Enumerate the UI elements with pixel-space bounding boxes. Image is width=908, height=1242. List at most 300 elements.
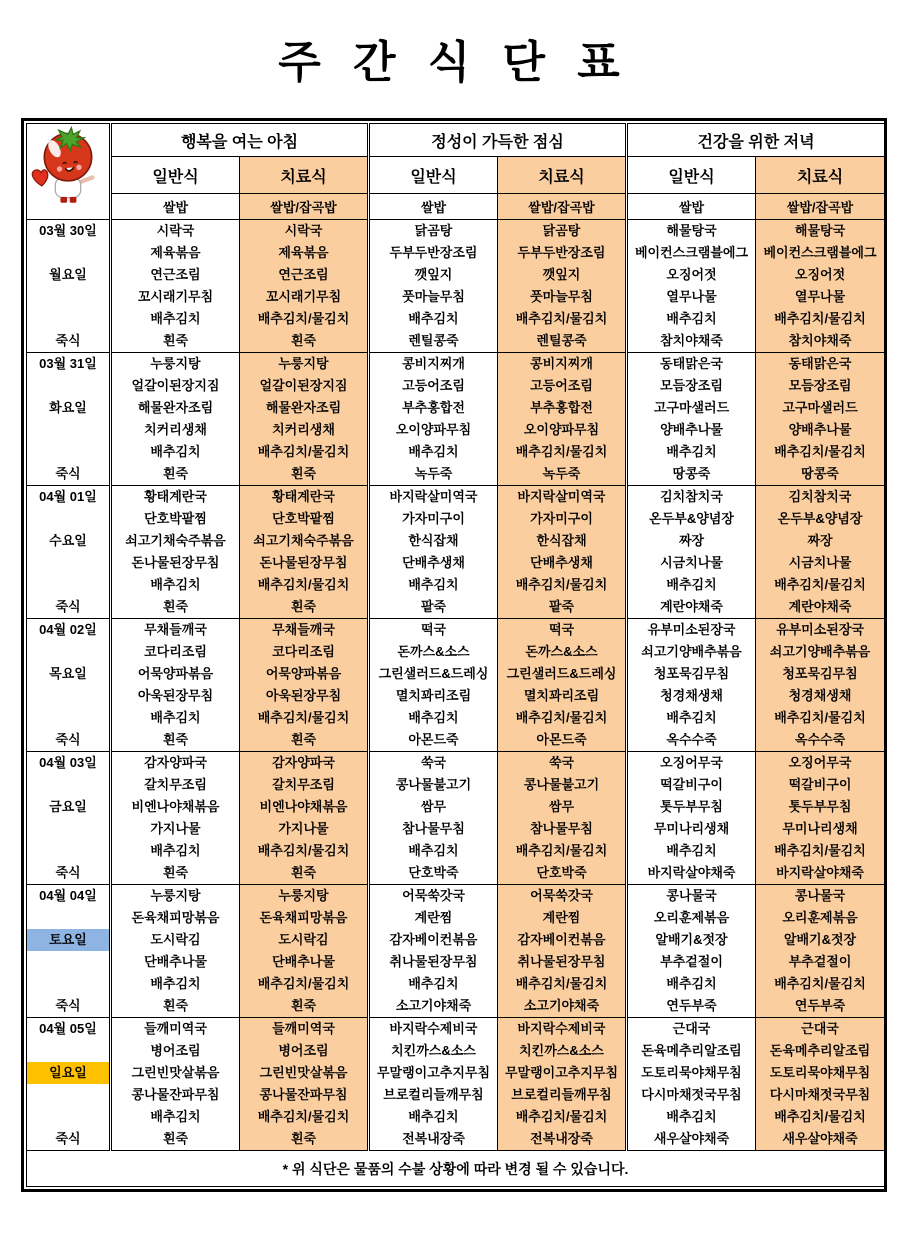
menu-item: 참나물무침 bbox=[530, 821, 593, 836]
menu-item: 도토리묵야채무침 bbox=[641, 1065, 742, 1080]
menu-item: 배추김치 bbox=[666, 577, 717, 592]
menu-item: 그린샐러드&드레싱 bbox=[378, 666, 489, 681]
menu-item: 얼갈이된장지짐 bbox=[259, 378, 348, 393]
day-cell bbox=[27, 353, 111, 486]
menu-item: 김치참치국 bbox=[660, 489, 723, 504]
dinner-therapy-cell bbox=[756, 220, 885, 353]
menu-item: 오징어무국 bbox=[660, 755, 723, 770]
menu-item: 치커리생채 bbox=[144, 422, 207, 437]
menu-item: 시금치나물 bbox=[660, 555, 723, 570]
menu-item: 한식잡채 bbox=[536, 533, 587, 548]
menu-item: 바지락살미역국 bbox=[517, 489, 606, 504]
day-spacer bbox=[27, 375, 109, 397]
breakfast-rice-therapy: 쌀밥/잡곡밥 bbox=[240, 194, 369, 220]
meal-type-label: 죽식 bbox=[55, 732, 81, 747]
menu-item: 청포묵김무침 bbox=[653, 666, 730, 681]
menu-item: 배추김치/물김치 bbox=[515, 444, 608, 459]
menu-item: 들깨미역국 bbox=[272, 1021, 335, 1036]
menu-item: 배추김치 bbox=[408, 843, 459, 858]
menu-item: 얼갈이된장지짐 bbox=[131, 378, 220, 393]
date-label: 04월 03일 bbox=[39, 755, 97, 770]
date-label: 04월 04일 bbox=[39, 888, 97, 903]
meal-type-label: 죽식 bbox=[55, 333, 81, 348]
menu-item: 흰죽 bbox=[290, 998, 317, 1013]
menu-item: 알배기&젓장 bbox=[655, 932, 728, 947]
menu-item: 콩나물국 bbox=[794, 888, 846, 903]
footnote-text: * 위 식단은 물품의 수불 상황에 따라 변경 될 수 있습니다. bbox=[27, 1151, 885, 1187]
menu-item: 브로컬리들깨무침 bbox=[511, 1087, 612, 1102]
menu-item: 배추김치/물김치 bbox=[774, 444, 866, 459]
breakfast-normal-cell bbox=[111, 1018, 240, 1151]
menu-item: 비엔나야채볶음 bbox=[259, 799, 348, 814]
lunch-normal-cell bbox=[369, 752, 498, 885]
day-spacer bbox=[27, 840, 109, 862]
menu-item: 그린빈맛살볶음 bbox=[131, 1065, 220, 1080]
menu-item: 콩비지찌개 bbox=[402, 356, 465, 371]
weekly-menu-table bbox=[26, 123, 885, 1187]
menu-item: 연두부죽 bbox=[794, 998, 846, 1013]
dinner-therapy-cell bbox=[756, 353, 885, 486]
lunch-therapy-cell bbox=[498, 486, 627, 619]
day-spacer bbox=[27, 419, 109, 441]
rice-row bbox=[27, 194, 885, 220]
menu-item: 계란야채죽 bbox=[788, 599, 852, 614]
menu-item: 배추김치 bbox=[150, 710, 201, 725]
menu-item: 배추김치/물김치 bbox=[257, 1109, 350, 1124]
menu-item: 배추김치/물김치 bbox=[774, 976, 866, 991]
menu-item: 배추김치 bbox=[150, 577, 201, 592]
menu-item: 치킨까스&소스 bbox=[519, 1043, 604, 1058]
menu-item: 바지락살미역국 bbox=[389, 489, 478, 504]
menu-item: 떡국 bbox=[548, 622, 575, 637]
day-row bbox=[27, 220, 885, 353]
menu-item: 부추홍합전 bbox=[530, 400, 593, 415]
dinner-normal-cell bbox=[627, 752, 756, 885]
tomato-mascot-cell bbox=[27, 124, 111, 220]
lunch-therapy-cell bbox=[498, 353, 627, 486]
menu-item: 감자베이컨볶음 bbox=[517, 932, 606, 947]
menu-item: 제육볶음 bbox=[150, 245, 201, 260]
lunch-rice-normal: 쌀밥 bbox=[369, 194, 498, 220]
menu-item: 부추겉절이 bbox=[788, 954, 852, 969]
menu-item: 오징어젓 bbox=[794, 267, 846, 282]
menu-item: 흰죽 bbox=[290, 599, 317, 614]
menu-item: 흰죽 bbox=[162, 998, 189, 1013]
menu-item: 바지락수제비국 bbox=[517, 1021, 606, 1036]
menu-item: 흰죽 bbox=[162, 466, 189, 481]
menu-item: 배추김치/물김치 bbox=[257, 311, 350, 326]
dinner-therapy-cell bbox=[756, 885, 885, 1018]
menu-item: 어묵쑥갓국 bbox=[402, 888, 465, 903]
menu-item: 단배추나물 bbox=[144, 954, 207, 969]
menu-item: 병어조림 bbox=[278, 1043, 329, 1058]
menu-item: 가지나물 bbox=[278, 821, 329, 836]
menu-item: 배추김치 bbox=[408, 444, 459, 459]
breakfast-normal-cell bbox=[111, 885, 240, 1018]
menu-item: 돈육채피망볶음 bbox=[131, 910, 220, 925]
menu-item: 땅콩죽 bbox=[801, 466, 839, 481]
menu-item: 계란찜 bbox=[542, 910, 581, 925]
menu-item: 누룽지탕 bbox=[278, 356, 329, 371]
menu-item: 콩나물불고기 bbox=[395, 777, 472, 792]
menu-item: 동태맑은국 bbox=[788, 356, 852, 371]
menu-item: 코다리조림 bbox=[144, 644, 207, 659]
menu-item: 배추김치 bbox=[408, 1109, 459, 1124]
weekday-label: 화요일 bbox=[49, 400, 87, 415]
menu-item: 어묵양파볶음 bbox=[265, 666, 342, 681]
menu-item: 도시락김 bbox=[150, 932, 201, 947]
day-cell bbox=[27, 752, 111, 885]
menu-item: 배추김치 bbox=[150, 1109, 201, 1124]
menu-item: 브로컬리들깨무침 bbox=[383, 1087, 484, 1102]
menu-item: 오리훈제볶음 bbox=[653, 910, 730, 925]
menu-item: 단배추생채 bbox=[402, 555, 465, 570]
menu-item: 돈육채피망볶음 bbox=[259, 910, 348, 925]
menu-item: 양배추나물 bbox=[788, 422, 852, 437]
menu-item: 부추겉절이 bbox=[660, 954, 723, 969]
menu-item: 배추김치 bbox=[408, 311, 459, 326]
breakfast-normal-cell bbox=[111, 220, 240, 353]
menu-item: 팥죽 bbox=[420, 599, 447, 614]
day-row bbox=[27, 486, 885, 619]
menu-item: 단호박죽 bbox=[536, 865, 587, 880]
date-label: 03월 31일 bbox=[39, 356, 97, 371]
menu-item: 돈나물된장무침 bbox=[131, 555, 220, 570]
breakfast-therapy-cell bbox=[240, 1018, 369, 1151]
menu-item: 옥수수죽 bbox=[794, 732, 846, 747]
menu-item: 동태맑은국 bbox=[660, 356, 723, 371]
menu-item: 콩나물불고기 bbox=[523, 777, 600, 792]
menu-item: 렌틸콩죽 bbox=[536, 333, 587, 348]
menu-item: 흰죽 bbox=[290, 1131, 317, 1146]
menu-item: 떡갈비구이 bbox=[788, 777, 852, 792]
menu-item: 들깨미역국 bbox=[144, 1021, 207, 1036]
menu-item: 누룽지탕 bbox=[150, 356, 201, 371]
day-cell bbox=[27, 885, 111, 1018]
menu-item: 단호박팥찜 bbox=[144, 511, 207, 526]
dinner-normal-cell bbox=[627, 486, 756, 619]
menu-item: 배추김치 bbox=[666, 976, 717, 991]
menu-table-body bbox=[27, 220, 885, 1151]
lunch-normal-cell bbox=[369, 486, 498, 619]
menu-item: 흰죽 bbox=[162, 599, 189, 614]
breakfast-therapy-cell bbox=[240, 619, 369, 752]
menu-item: 녹두죽 bbox=[414, 466, 453, 481]
meal-type-label: 죽식 bbox=[55, 998, 81, 1013]
menu-item: 황태계란국 bbox=[272, 489, 335, 504]
weekday-label: 월요일 bbox=[49, 267, 87, 282]
weekday-label: 목요일 bbox=[49, 666, 87, 681]
menu-item: 비엔나야채볶음 bbox=[131, 799, 220, 814]
menu-item: 흰죽 bbox=[162, 1131, 189, 1146]
menu-item: 배추김치/물김치 bbox=[515, 976, 608, 991]
dinner-normal-header: 일반식 bbox=[627, 157, 756, 194]
menu-item: 유부미소된장국 bbox=[647, 622, 736, 637]
footnote-row bbox=[27, 1151, 885, 1187]
menu-item: 배추김치/물김치 bbox=[257, 710, 350, 725]
day-cell bbox=[27, 619, 111, 752]
day-row bbox=[27, 1018, 885, 1151]
breakfast-therapy-cell bbox=[240, 353, 369, 486]
menu-item: 콩나물잔파무침 bbox=[259, 1087, 348, 1102]
dinner-therapy-cell bbox=[756, 1018, 885, 1151]
day-cell bbox=[27, 220, 111, 353]
menu-item: 단호박죽 bbox=[408, 865, 459, 880]
menu-item: 흰죽 bbox=[290, 466, 317, 481]
menu-item: 가자미구이 bbox=[530, 511, 593, 526]
lunch-normal-cell bbox=[369, 353, 498, 486]
day-row bbox=[27, 353, 885, 486]
menu-item: 참나물무침 bbox=[402, 821, 465, 836]
lunch-section-title: 정성이 가득한 점심 bbox=[369, 124, 627, 157]
menu-item: 누룽지탕 bbox=[278, 888, 329, 903]
lunch-therapy-cell bbox=[498, 752, 627, 885]
menu-item: 닭곰탕 bbox=[542, 223, 581, 238]
menu-item: 콩나물잔파무침 bbox=[131, 1087, 220, 1102]
menu-item: 갈치무조림 bbox=[144, 777, 207, 792]
day-spacer bbox=[27, 508, 109, 530]
menu-item: 배추김치 bbox=[666, 843, 717, 858]
dinner-section-title: 건강을 위한 저녁 bbox=[627, 124, 885, 157]
day-cell bbox=[27, 1018, 111, 1151]
date-label: 04월 01일 bbox=[39, 489, 97, 504]
menu-item: 단호박팥찜 bbox=[272, 511, 335, 526]
menu-item: 배추김치/물김치 bbox=[774, 577, 866, 592]
menu-item: 고등어조림 bbox=[402, 378, 465, 393]
menu-item: 감자양파국 bbox=[144, 755, 207, 770]
menu-item: 갈치무조림 bbox=[272, 777, 335, 792]
dinner-therapy-cell bbox=[756, 486, 885, 619]
menu-item: 바지락살야채죽 bbox=[776, 865, 864, 880]
breakfast-section-title: 행복을 여는 아침 bbox=[111, 124, 369, 157]
menu-item: 쌈무 bbox=[548, 799, 575, 814]
dinner-normal-cell bbox=[627, 619, 756, 752]
breakfast-normal-cell bbox=[111, 353, 240, 486]
menu-item: 알배기&젓장 bbox=[783, 932, 857, 947]
menu-item: 배추김치 bbox=[666, 1109, 717, 1124]
menu-item: 무채들깨국 bbox=[272, 622, 335, 637]
menu-item: 톳두부무침 bbox=[788, 799, 852, 814]
menu-item: 배추김치/물김치 bbox=[257, 843, 350, 858]
menu-item: 팥죽 bbox=[548, 599, 575, 614]
day-spacer bbox=[27, 552, 109, 574]
menu-item: 연두부죽 bbox=[666, 998, 717, 1013]
menu-item: 계란야채죽 bbox=[660, 599, 723, 614]
section-title-row bbox=[27, 124, 885, 157]
menu-item: 베이컨스크램블에그 bbox=[635, 245, 749, 260]
menu-item: 배추김치 bbox=[666, 710, 717, 725]
menu-item: 배추김치/물김치 bbox=[515, 843, 608, 858]
menu-item: 흰죽 bbox=[290, 732, 317, 747]
menu-item: 배추김치/물김치 bbox=[774, 710, 866, 725]
menu-item: 해물완자조림 bbox=[265, 400, 342, 415]
menu-item: 콩나물국 bbox=[666, 888, 717, 903]
menu-item: 고구마샐러드 bbox=[653, 400, 730, 415]
menu-item: 쑥국 bbox=[548, 755, 575, 770]
menu-item: 시금치나물 bbox=[788, 555, 852, 570]
menu-item: 쑥국 bbox=[420, 755, 447, 770]
menu-item: 돈나물된장무침 bbox=[259, 555, 348, 570]
menu-item: 오이양파무침 bbox=[523, 422, 600, 437]
meal-type-label: 죽식 bbox=[55, 466, 81, 481]
menu-item: 치킨까스&소스 bbox=[391, 1043, 476, 1058]
menu-item: 오이양파무침 bbox=[395, 422, 472, 437]
menu-item: 청경채생채 bbox=[660, 688, 723, 703]
menu-item: 해물탕국 bbox=[794, 223, 846, 238]
menu-item: 코다리조림 bbox=[272, 644, 335, 659]
dinner-normal-cell bbox=[627, 885, 756, 1018]
menu-item: 배추김치 bbox=[150, 444, 201, 459]
day-spacer bbox=[27, 951, 109, 973]
day-spacer bbox=[27, 818, 109, 840]
day-spacer bbox=[27, 641, 109, 663]
menu-item: 그린빈맛살볶음 bbox=[259, 1065, 348, 1080]
menu-item: 감자양파국 bbox=[272, 755, 335, 770]
menu-item: 어묵쑥갓국 bbox=[530, 888, 593, 903]
day-spacer bbox=[27, 1106, 109, 1128]
menu-item: 배추김치/물김치 bbox=[515, 577, 608, 592]
menu-item: 청포묵김무침 bbox=[782, 666, 858, 681]
menu-item: 취나물된장무침 bbox=[389, 954, 478, 969]
menu-item: 해물탕국 bbox=[666, 223, 717, 238]
date-label: 03월 30일 bbox=[39, 223, 97, 238]
lunch-therapy-header: 치료식 bbox=[498, 157, 627, 194]
menu-item: 모듬장조림 bbox=[660, 378, 723, 393]
menu-item: 새우살야채죽 bbox=[782, 1131, 858, 1146]
menu-item: 배추김치 bbox=[666, 311, 717, 326]
menu-item: 무말랭이고추지무침 bbox=[504, 1065, 619, 1080]
menu-item: 흰죽 bbox=[162, 333, 189, 348]
menu-item: 아욱된장무침 bbox=[265, 688, 342, 703]
menu-item: 배추김치 bbox=[666, 444, 717, 459]
menu-item: 두부두반장조림 bbox=[389, 245, 478, 260]
menu-item: 단배추나물 bbox=[272, 954, 335, 969]
menu-item: 돈육메추리알조림 bbox=[769, 1043, 871, 1058]
menu-item: 배추김치/물김치 bbox=[774, 843, 866, 858]
menu-item: 멸치꽈리조림 bbox=[395, 688, 472, 703]
lunch-therapy-cell bbox=[498, 1018, 627, 1151]
menu-item: 시락국 bbox=[284, 223, 323, 238]
menu-item: 배추김치 bbox=[408, 976, 459, 991]
day-spacer bbox=[27, 774, 109, 796]
day-spacer bbox=[27, 441, 109, 463]
menu-item: 배추김치/물김치 bbox=[774, 1109, 866, 1124]
menu-item: 근대국 bbox=[801, 1021, 839, 1036]
day-spacer bbox=[27, 707, 109, 729]
menu-item: 오징어젓 bbox=[666, 267, 717, 282]
breakfast-normal-cell bbox=[111, 752, 240, 885]
menu-item: 누룽지탕 bbox=[150, 888, 201, 903]
menu-item: 닭곰탕 bbox=[414, 223, 453, 238]
lunch-therapy-cell bbox=[498, 885, 627, 1018]
dinner-therapy-cell bbox=[756, 619, 885, 752]
menu-item: 짜장 bbox=[678, 533, 705, 548]
menu-item: 배추김치 bbox=[408, 577, 459, 592]
menu-item: 배추김치/물김치 bbox=[515, 710, 608, 725]
menu-item: 돈육메추리알조림 bbox=[641, 1043, 742, 1058]
menu-item: 흰죽 bbox=[162, 865, 189, 880]
lunch-normal-cell bbox=[369, 1018, 498, 1151]
dinner-therapy-cell bbox=[756, 752, 885, 885]
meal-type-label: 죽식 bbox=[55, 1131, 81, 1146]
menu-item: 부추홍합전 bbox=[402, 400, 465, 415]
menu-item: 쇠고기양배추볶음 bbox=[769, 644, 871, 659]
menu-item: 어묵양파볶음 bbox=[137, 666, 214, 681]
menu-item: 연근조림 bbox=[150, 267, 201, 282]
lunch-normal-cell bbox=[369, 885, 498, 1018]
menu-item: 아욱된장무침 bbox=[137, 688, 214, 703]
menu-item: 김치참치국 bbox=[788, 489, 852, 504]
menu-item: 돈까스&소스 bbox=[397, 644, 470, 659]
menu-item: 흰죽 bbox=[162, 732, 189, 747]
menu-item: 쇠고기채숙주볶음 bbox=[125, 533, 226, 548]
menu-item: 무미나리생채 bbox=[653, 821, 730, 836]
menu-item: 배추김치/물김치 bbox=[774, 311, 866, 326]
menu-item: 모듬장조림 bbox=[788, 378, 852, 393]
menu-item: 꼬시래기무침 bbox=[137, 289, 214, 304]
menu-item: 오리훈제볶음 bbox=[782, 910, 858, 925]
menu-item: 무미나리생채 bbox=[782, 821, 858, 836]
menu-item: 꼬시래기무침 bbox=[265, 289, 342, 304]
menu-item: 콩비지찌개 bbox=[530, 356, 593, 371]
menu-item: 흰죽 bbox=[290, 865, 317, 880]
menu-item: 풋마늘무침 bbox=[530, 289, 593, 304]
menu-item: 고등어조림 bbox=[530, 378, 593, 393]
menu-item: 청경채생채 bbox=[788, 688, 852, 703]
menu-item: 배추김치/물김치 bbox=[257, 577, 350, 592]
menu-item: 소고기야채죽 bbox=[395, 998, 472, 1013]
breakfast-therapy-cell bbox=[240, 486, 369, 619]
menu-item: 깻잎지 bbox=[414, 267, 453, 282]
menu-item: 배추김치/물김치 bbox=[515, 1109, 608, 1124]
breakfast-normal-cell bbox=[111, 486, 240, 619]
breakfast-therapy-header: 치료식 bbox=[240, 157, 369, 194]
menu-item: 짜장 bbox=[807, 533, 833, 548]
menu-item: 풋마늘무침 bbox=[402, 289, 465, 304]
weekday-label: 일요일 bbox=[27, 1062, 109, 1084]
menu-item: 배추김치 bbox=[150, 843, 201, 858]
menu-item: 멸치꽈리조림 bbox=[523, 688, 600, 703]
menu-item: 오징어무국 bbox=[788, 755, 852, 770]
menu-table-frame bbox=[21, 118, 887, 1192]
day-spacer bbox=[27, 574, 109, 596]
weekday-label: 토요일 bbox=[27, 929, 109, 951]
day-row bbox=[27, 619, 885, 752]
lunch-therapy-cell bbox=[498, 220, 627, 353]
day-spacer bbox=[27, 685, 109, 707]
menu-item: 렌틸콩죽 bbox=[408, 333, 459, 348]
menu-item: 열무나물 bbox=[794, 289, 846, 304]
menu-item: 베이컨스크램블에그 bbox=[763, 245, 877, 260]
tomato-character-icon bbox=[30, 126, 106, 212]
meal-type-label: 죽식 bbox=[55, 599, 81, 614]
menu-item: 열무나물 bbox=[666, 289, 717, 304]
menu-item: 두부두반장조림 bbox=[517, 245, 606, 260]
menu-item: 다시마채젓국무침 bbox=[641, 1087, 742, 1102]
diet-type-row bbox=[27, 157, 885, 194]
menu-item: 아몬드죽 bbox=[536, 732, 587, 747]
menu-item: 쇠고기양배추볶음 bbox=[641, 644, 742, 659]
day-spacer bbox=[27, 973, 109, 995]
menu-item: 쇠고기채숙주볶음 bbox=[253, 533, 354, 548]
menu-item: 참치야채죽 bbox=[788, 333, 852, 348]
menu-item: 해물완자조림 bbox=[137, 400, 214, 415]
menu-item: 계란찜 bbox=[414, 910, 453, 925]
menu-item: 황태계란국 bbox=[144, 489, 207, 504]
menu-item: 바지락수제비국 bbox=[389, 1021, 478, 1036]
lunch-normal-cell bbox=[369, 220, 498, 353]
breakfast-therapy-cell bbox=[240, 220, 369, 353]
